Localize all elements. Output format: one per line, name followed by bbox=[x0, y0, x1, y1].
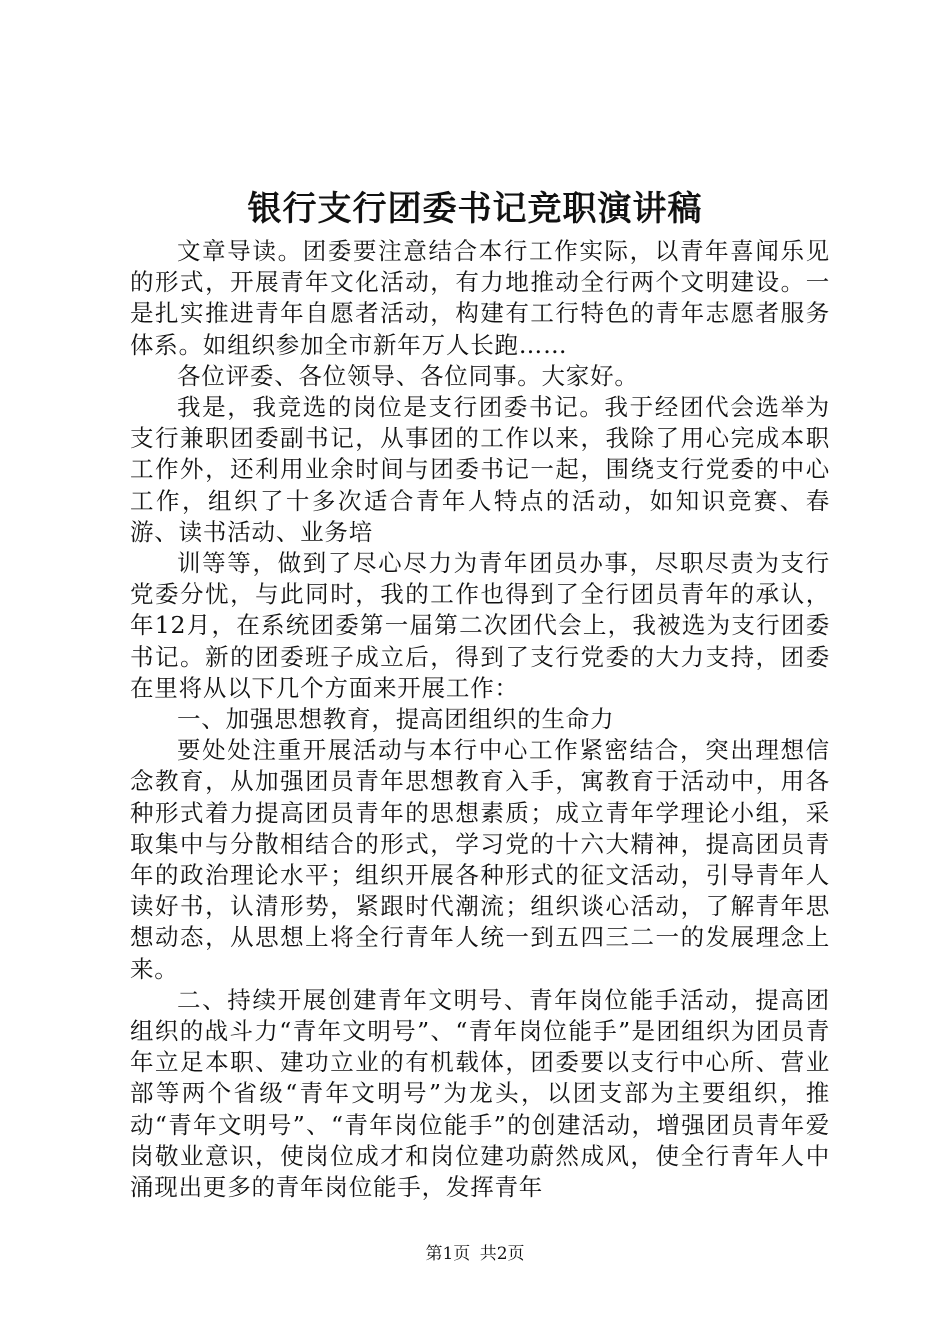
paragraph-thought-education: 要处处注重开展活动与本行中心工作紧密结合，突出理想信念教育，从加强团员青年思想教育入手，寓教育于活动中，用各种形式着力提高团员青年的思想素质；成立青年学理论小组，采取集中与分散相结合的形式，学习党的十六大精神，提高团员青年的政治理论水平；组织开展各种形式的征文活动，引导青年人读好书，认清形势，紧跟时代潮流；组织谈心活动，了解青年思想动态，从思想上将全行青年人统一到五四三二一的发展理念上来。 bbox=[130, 736, 830, 983]
paragraph-youth-civilization: 二、持续开展创建青年文明号、青年岗位能手活动，提高团组织的战斗力“青年文明号”、“青年岗位能手”是团组织为团员青年立足本职、建功立业的有机载体，团委要以支行中心所、营业部等两个省级“青年文明号”为龙头，以团支部为主要组织，推动“青年文明号”、“青年岗位能手”的创建活动，增强团员青年爱岗敬业意识，使岗位成才和岗位建功蔚然成风，使全行青年人中涌现出更多的青年岗位能手，发挥青年 bbox=[130, 985, 830, 1202]
paragraph-work-history: 训等等，做到了尽心尽力为青年团员办事，尽职尽责为支行党委分忧，与此同时，我的工作也得到了全行团员青年的承认，年12月，在系统团委第一届第二次团代会上，我被选为支行团委书记。新的团委班子成立后，得到了支行党委的大力支持，团委在里将从以下几个方面来开展工作： bbox=[130, 549, 830, 702]
document-body bbox=[130, 236, 830, 1203]
paragraph-greeting: 各位评委、各位领导、各位同事。大家好。 bbox=[177, 361, 639, 390]
paragraph-intro: 文章导读。团委要注意结合本行工作实际，以青年喜闻乐见的形式，开展青年文化活动，有力地推动全行两个文明建设。一是扎实推进青年自愿者活动，构建有工行特色的青年志愿者服务体系。如组织参加全市新年万人长跑…… bbox=[130, 237, 830, 359]
page-total: 共2页 bbox=[479, 1244, 525, 1264]
page-title: 银行支行团委书记竞职演讲稿 bbox=[247, 189, 703, 229]
page-footer bbox=[0, 1242, 950, 1266]
section-heading-one: 一、加强思想教育，提高团组织的生命力 bbox=[177, 705, 615, 734]
paragraph-self-introduction: 我是，我竞选的岗位是支行团委书记。我于经团代会选举为支行兼职团委副书记，从事团的工作以来，我除了用心完成本职工作外，还利用业余时间与团委书记一起，围绕支行党委的中心工作，组织了十多次适合青年人特点的活动，如知识竞赛、春游、读书活动、业务培 bbox=[130, 393, 830, 546]
page-number: 第1页 bbox=[425, 1244, 471, 1264]
